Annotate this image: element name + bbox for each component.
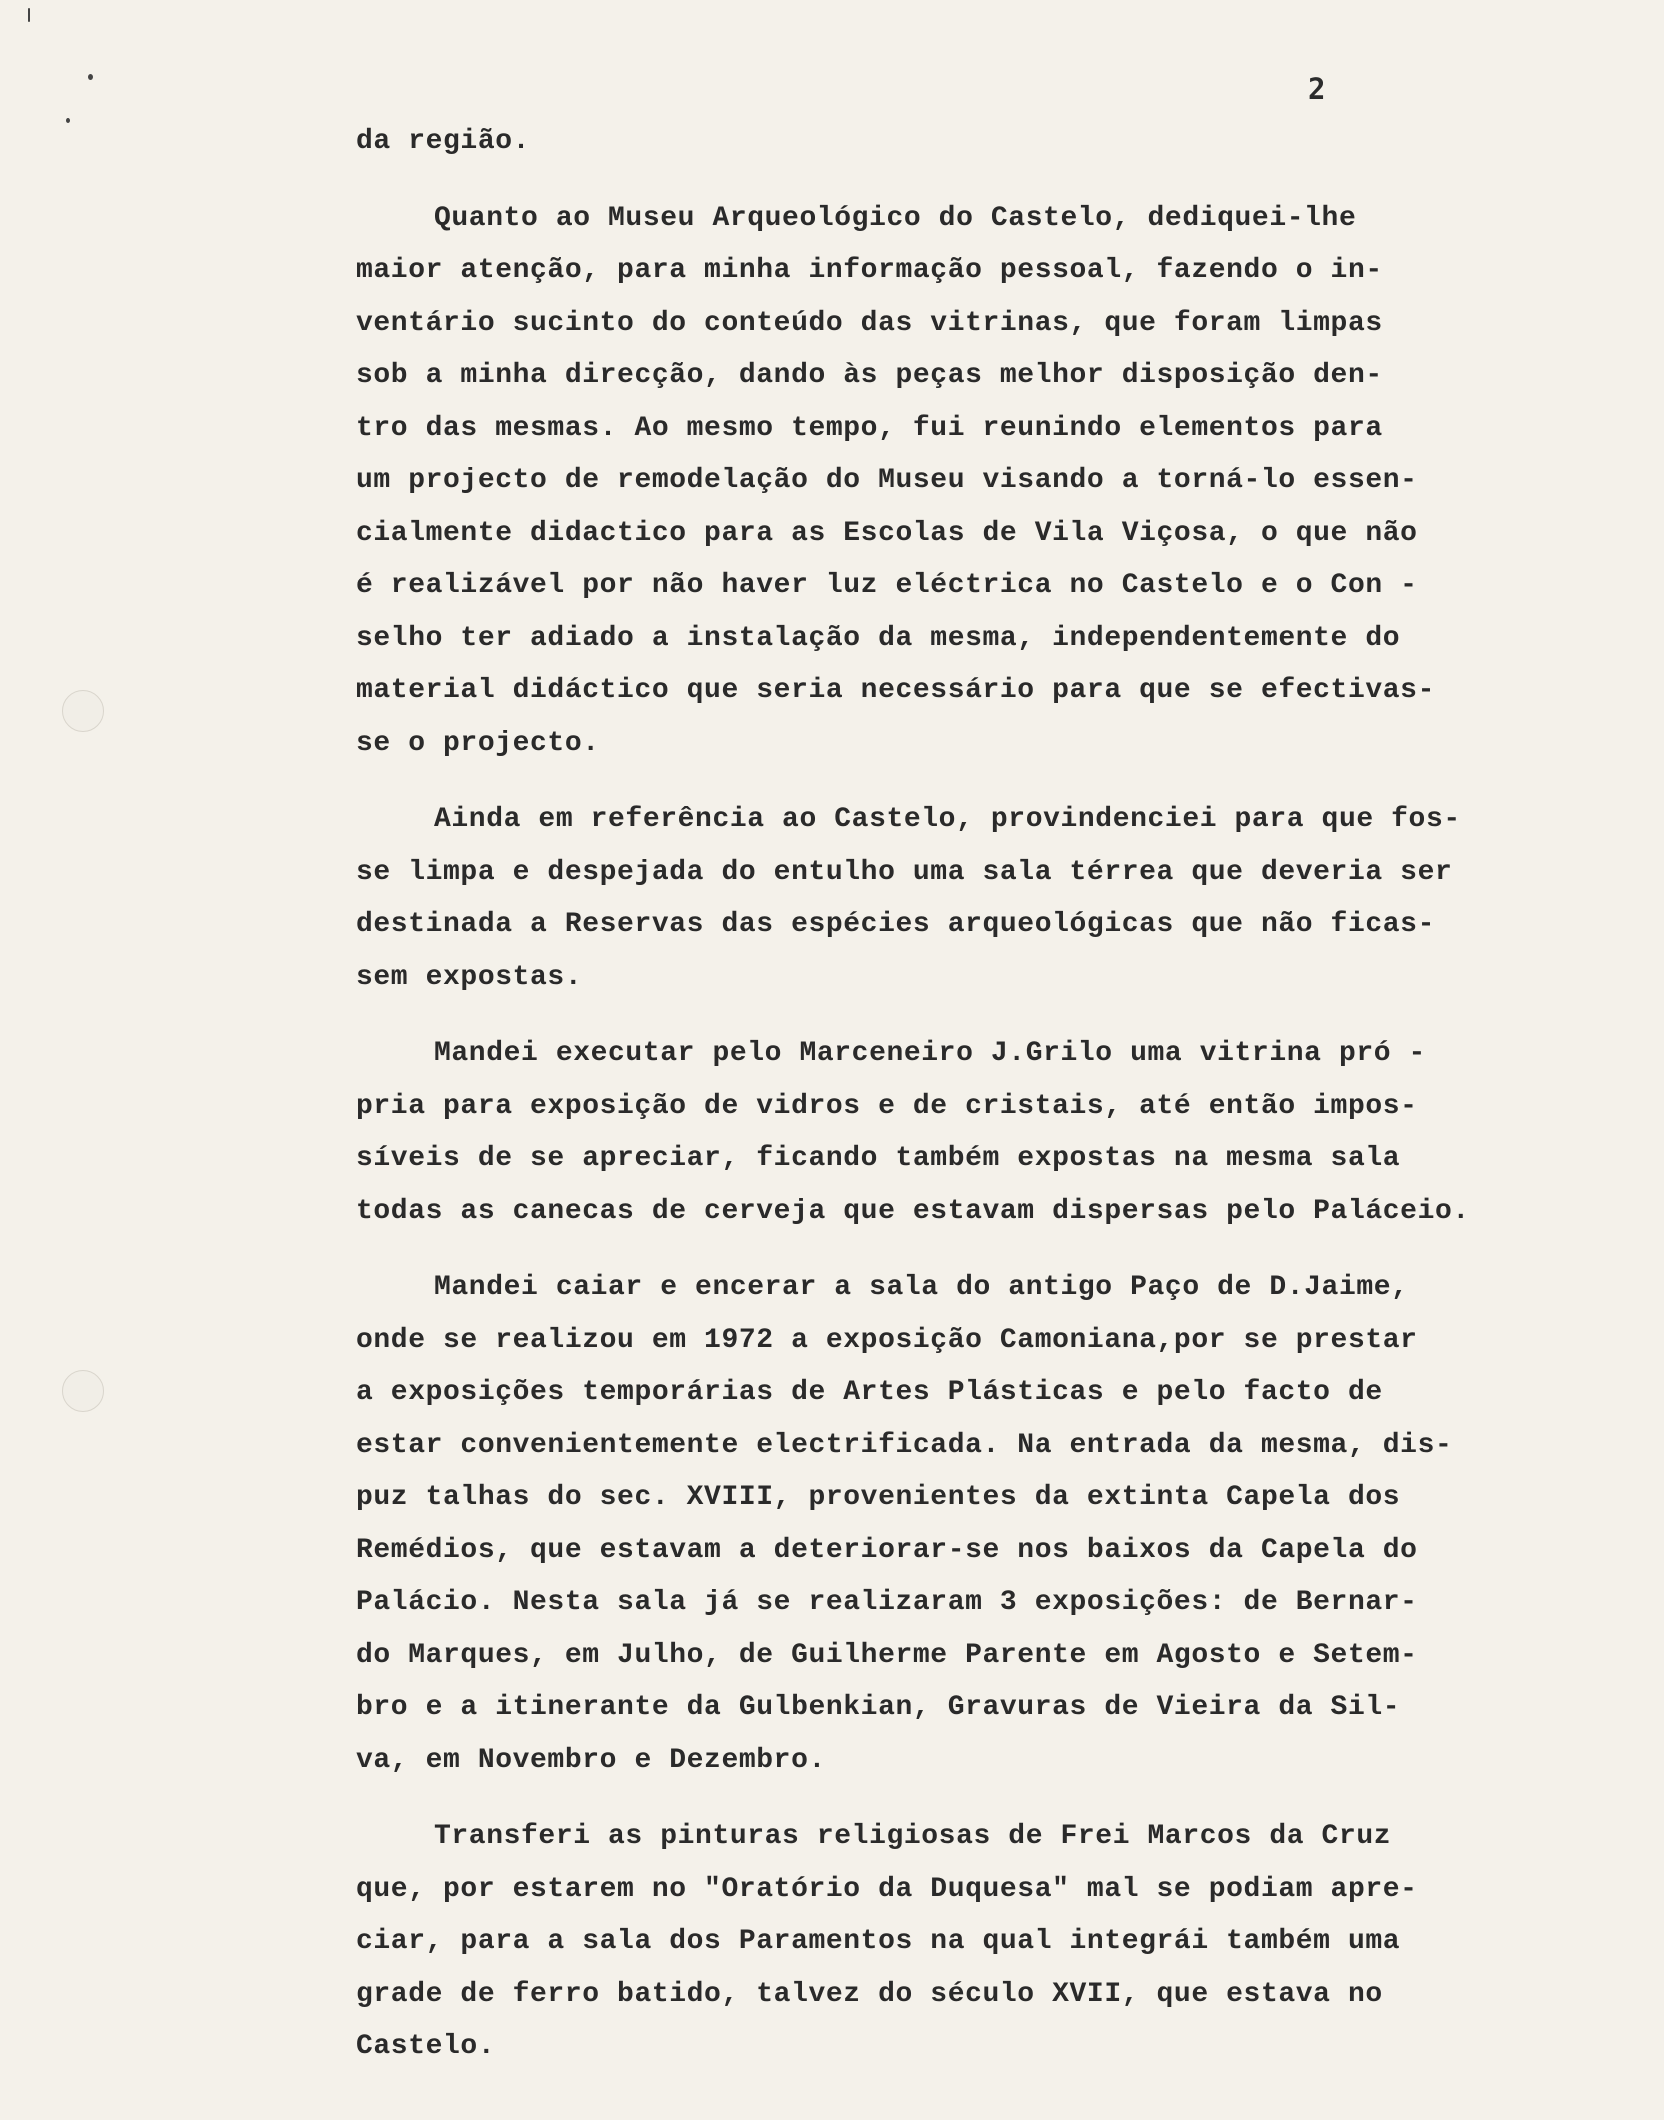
text-line: onde se realizou em 1972 a exposição Camoniana,por se prestar — [356, 1324, 1418, 1356]
text-line: Transferi as pinturas religiosas de Frei Marcos da Cruz — [434, 1821, 1392, 1852]
paragraph — [356, 1028, 1646, 1238]
paragraph — [356, 116, 1646, 169]
paragraph — [356, 794, 1646, 1004]
text-line: destinada a Reservas das espécies arqueológicas que não ficas- — [356, 909, 1435, 940]
page-number: 2 — [1308, 72, 1326, 106]
text-line: do Marques, em Julho, de Guilherme Parente em Agosto e Setem- — [356, 1639, 1418, 1671]
text-line: Palácio. Nesta sala já se realizaram 3 exposições: de Bernar- — [356, 1587, 1418, 1618]
paragraph — [356, 193, 1646, 771]
text-line: síveis de se apreciar, ficando também expostas na mesma sala — [356, 1143, 1401, 1174]
text-line: todas as canecas de cerveja que estavam dispersas pelo Paláceio. — [356, 1195, 1470, 1227]
text-line: material didáctico que seria necessário para que se efectivas- — [356, 675, 1435, 706]
text-line: um projecto de remodelação do Museu visando a torná-lo essen- — [356, 465, 1418, 496]
text-line: se limpa e despejada do entulho uma sala térrea que deveria ser — [356, 856, 1453, 888]
text-line: grade de ferro batido, talvez do século XVII, que estava no — [356, 1978, 1383, 2010]
text-line: pria para exposição de vidros e de cristais, até então impos- — [356, 1090, 1418, 1122]
text-line: da região. — [356, 126, 531, 157]
paragraph — [356, 1262, 1646, 1787]
text-line: Mandei caiar e encerar a sala do antigo Paço de D.Jaime, — [434, 1272, 1409, 1303]
text-line: bro e a itinerante da Gulbenkian, Gravuras de Vieira da Sil- — [356, 1692, 1401, 1723]
text-line: Mandei executar pelo Marceneiro J.Grilo uma vitrina pró - — [434, 1038, 1426, 1069]
text-line: Remédios, que estavam a deteriorar-se nos baixos da Capela do — [356, 1534, 1418, 1566]
text-line: selho ter adiado a instalação da mesma, independentemente do — [356, 622, 1401, 654]
text-line: maior atenção, para minha informação pessoal, fazendo o in- — [356, 255, 1383, 286]
text-line: estar convenientemente electrificada. Na entrada da mesma, dis- — [356, 1429, 1453, 1461]
text-line: sem expostas. — [356, 961, 583, 993]
punch-hole — [62, 1370, 104, 1412]
text-line: se o projecto. — [356, 727, 600, 759]
text-line: ciar, para a sala dos Paramentos na qual integrái também uma — [356, 1926, 1401, 1957]
paragraph — [356, 1811, 1646, 2074]
text-line: Castelo. — [356, 2031, 496, 2062]
text-line: va, em Novembro e Dezembro. — [356, 1744, 826, 1776]
text-line: tro das mesmas. Ao mesmo tempo, fui reunindo elementos para — [356, 412, 1383, 444]
text-line: puz talhas do sec. XVIII, provenientes da extinta Capela dos — [356, 1482, 1401, 1513]
text-line: é realizável por não haver luz eléctrica no Castelo e o Con - — [356, 570, 1418, 601]
punch-hole — [62, 690, 104, 732]
ink-speck — [88, 74, 93, 80]
ink-speck — [66, 118, 70, 123]
text-line: que, por estarem no "Oratório da Duquesa" mal se podiam apre- — [356, 1873, 1418, 1905]
text-line: cialmente didactico para as Escolas de Vila Viçosa, o que não — [356, 517, 1418, 549]
text-line: Ainda em referência ao Castelo, provindenciei para que fos- — [434, 804, 1461, 835]
text-line: sob a minha direcção, dando às peças melhor disposição den- — [356, 360, 1383, 391]
text-line: ventário sucinto do conteúdo das vitrinas, que foram limpas — [356, 307, 1383, 339]
typed-text-body — [356, 116, 1646, 2098]
ink-speck — [28, 8, 30, 22]
text-line: Quanto ao Museu Arqueológico do Castelo, dediquei-lhe — [434, 202, 1357, 234]
text-line: a exposições temporárias de Artes Plásticas e pelo facto de — [356, 1377, 1383, 1408]
